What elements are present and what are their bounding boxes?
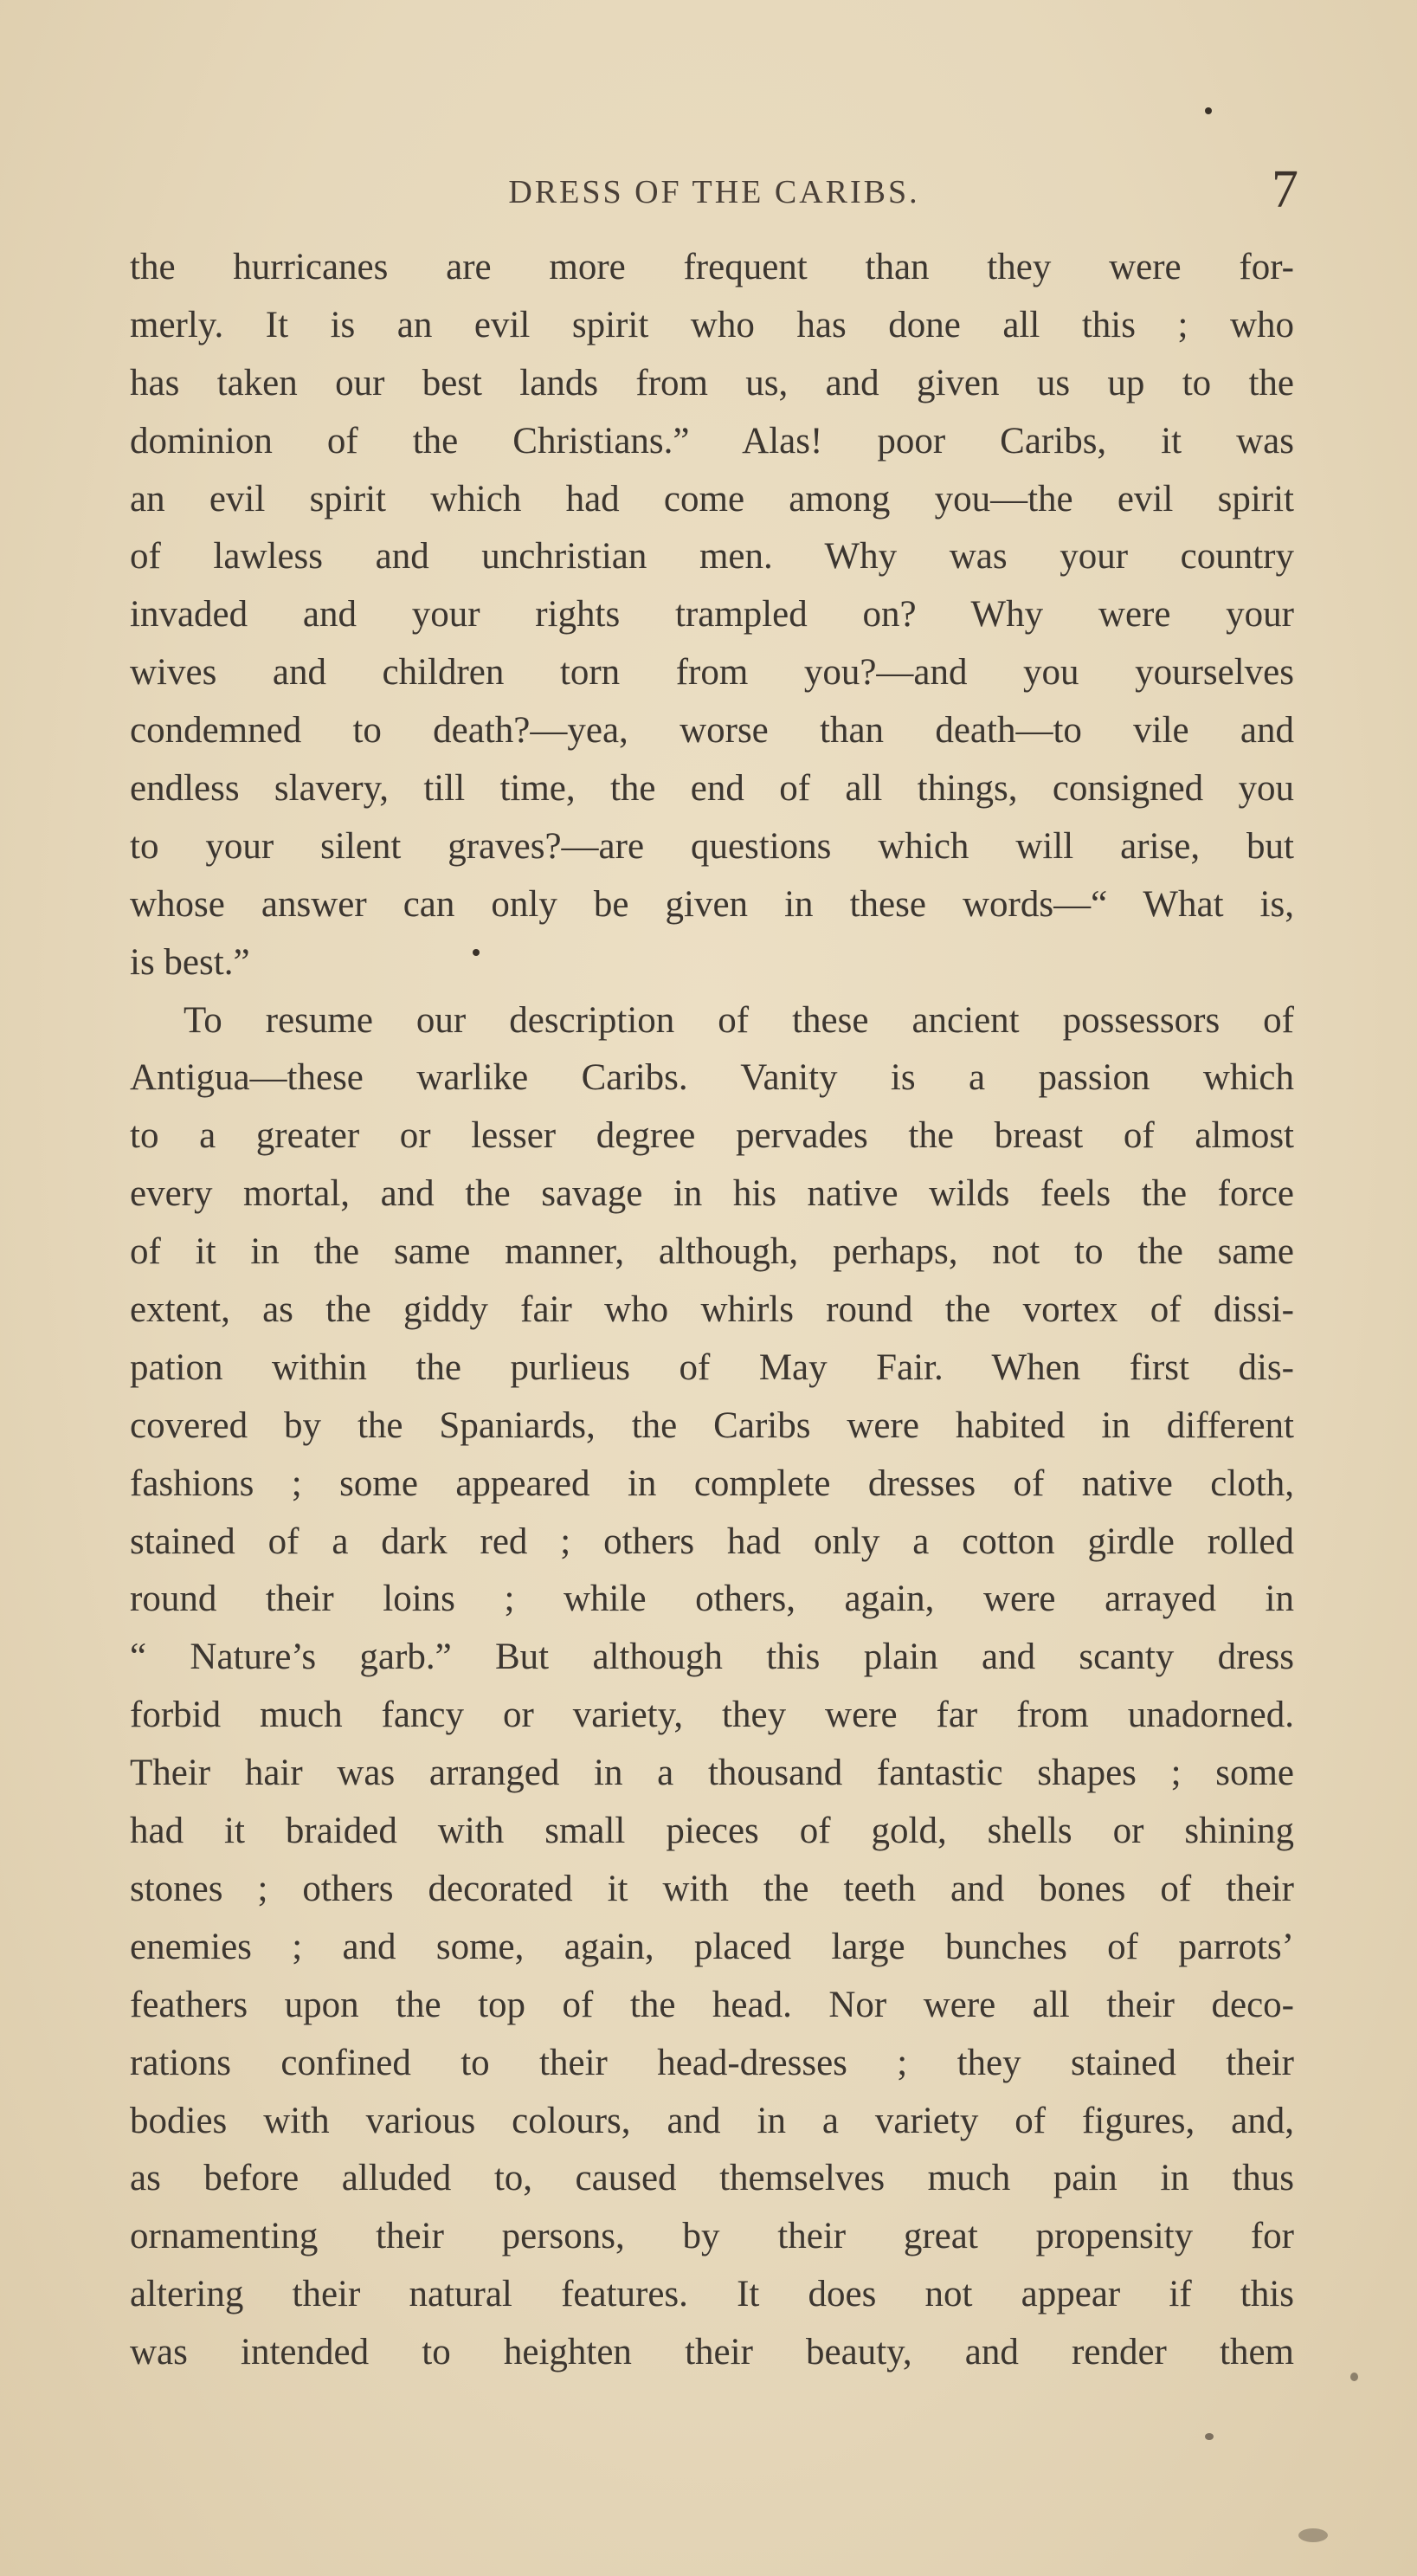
- text-line: wives and children torn from you?—and you yourselves: [130, 652, 1294, 694]
- text-line: merly. It is an evil spirit who has done all this ; who: [130, 304, 1294, 345]
- text-line: extent, as the giddy fair who whirls round the vortex of dissi-: [130, 1289, 1294, 1331]
- text-line: fashions ; some appeared in complete dresses of native cloth,: [130, 1462, 1294, 1504]
- text-line: To resume our description of these ancient possessors of: [184, 999, 1294, 1041]
- text-line: “ Nature’s garb.” But although this plain and scanty dress: [130, 1637, 1294, 1678]
- text-line: Antigua—these warlike Caribs. Vanity is a passion which: [130, 1057, 1294, 1099]
- text-line: covered by the Spaniards, the Caribs were habited in different: [130, 1404, 1294, 1446]
- page-number: 7: [1272, 160, 1298, 219]
- text-line: forbid much fancy or variety, they were far from unadorned.: [130, 1695, 1294, 1736]
- text-line: ornamenting their persons, by their great propensity for: [130, 2216, 1294, 2257]
- text-line: to your silent graves?—are questions which will arise, but: [130, 825, 1294, 867]
- text-line: Their hair was arranged in a thousand fantastic shapes ; some: [130, 1753, 1294, 1794]
- text-line: every mortal, and the savage in his native wilds feels the force: [130, 1173, 1294, 1215]
- paper-speck: [1350, 2373, 1358, 2381]
- text-line: has taken our best lands from us, and given us up to the: [130, 362, 1294, 404]
- text-line: an evil spirit which had come among you—the evil spirit: [130, 478, 1294, 520]
- text-line: was intended to heighten their beauty, and render them: [130, 2332, 1294, 2373]
- page-header: [130, 160, 1298, 230]
- text-line: pation within the purlieus of May Fair. When first dis-: [130, 1346, 1294, 1388]
- paper-speck: [1205, 2433, 1214, 2440]
- text-line: whose answer can only be given in these words—“ What is,: [130, 883, 1294, 925]
- text-line: as before alluded to, caused themselves much pain in thus: [130, 2158, 1294, 2199]
- text-line: condemned to death?—yea, worse than death—to vile and: [130, 710, 1294, 752]
- text-line: dominion of the Christians.” Alas! poor Caribs, it was: [130, 420, 1294, 462]
- body-text: [130, 239, 1294, 2382]
- text-line: bodies with various colours, and in a variety of figures, and,: [130, 2100, 1294, 2141]
- text-line: feathers upon the top of the head. Nor were all their deco-: [130, 1984, 1294, 2025]
- text-line: of lawless and unchristian men. Why was your country: [130, 536, 1294, 578]
- text-line: of it in the same manner, although, perhaps, not to the same: [130, 1231, 1294, 1273]
- text-line: is best.”: [130, 941, 250, 983]
- running-head: DRESS OF THE CARIBS.: [508, 174, 920, 210]
- text-line: endless slavery, till time, the end of all things, consigned you: [130, 768, 1294, 810]
- paper-speck: [1205, 107, 1212, 114]
- text-line: stones ; others decorated it with the teeth and bones of their: [130, 1868, 1294, 1909]
- text-line: to a greater or lesser degree pervades the breast of almost: [130, 1115, 1294, 1157]
- text-line: the hurricanes are more frequent than they were for-: [130, 247, 1294, 287]
- text-line: enemies ; and some, again, placed large bunches of parrots’: [130, 1926, 1294, 1967]
- paper-speck: [473, 949, 480, 956]
- text-line: stained of a dark red ; others had only a cotton girdle rolled: [130, 1520, 1294, 1562]
- text-line: had it braided with small pieces of gold, shells or shining: [130, 1811, 1294, 1852]
- text-line: round their loins ; while others, again, were arrayed in: [130, 1579, 1294, 1620]
- text-line: rations confined to their head-dresses ; they stained their: [130, 2042, 1294, 2083]
- text-line: invaded and your rights trampled on? Why were your: [130, 594, 1294, 636]
- text-line: altering their natural features. It does not appear if this: [130, 2274, 1294, 2315]
- paper-speck: [1298, 2528, 1328, 2542]
